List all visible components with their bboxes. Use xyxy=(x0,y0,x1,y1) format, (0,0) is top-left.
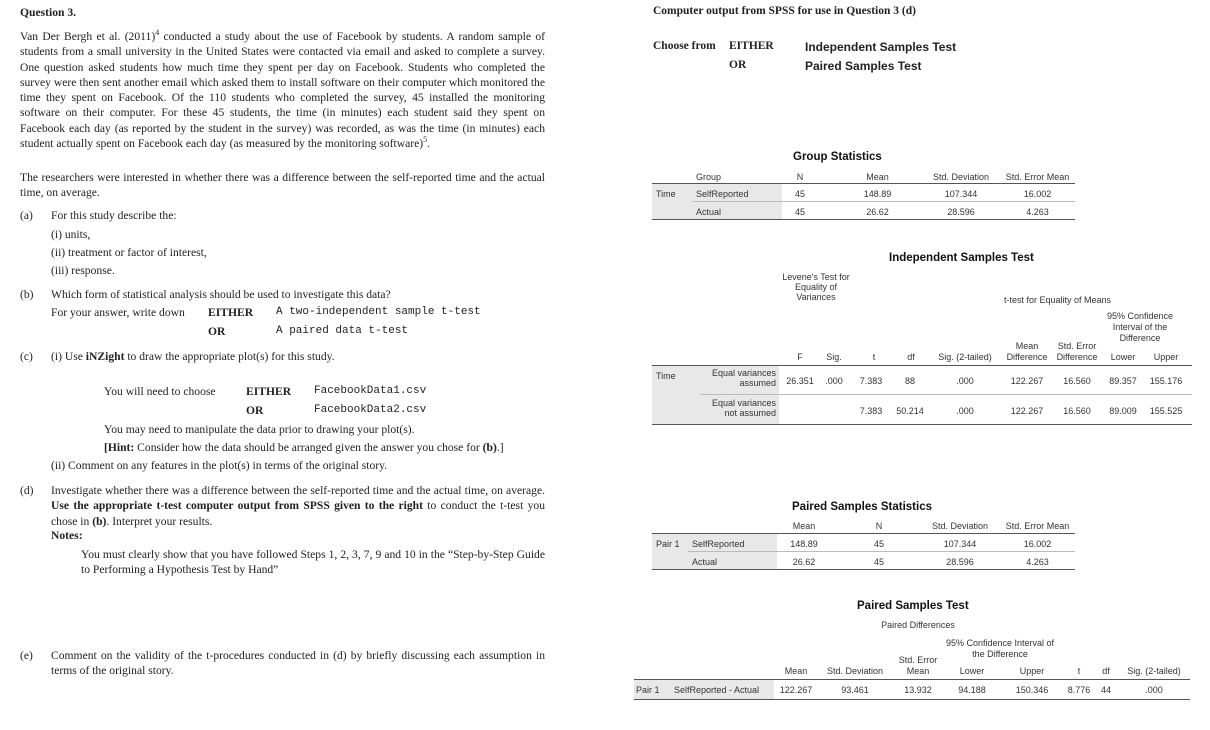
gs-header-mean: Mean xyxy=(866,172,889,182)
ps-r2-label: Actual xyxy=(692,557,718,567)
ps-r1-label: SelfReported xyxy=(692,539,745,549)
ind-row-label: Time xyxy=(656,371,676,381)
intro-text-a: Van Der Bergh et al. (2011) xyxy=(20,30,156,43)
ind-r1-meandiff: 122.267 xyxy=(1010,376,1044,386)
ind-h-df: df xyxy=(907,352,915,362)
pt-r-se: 13.932 xyxy=(904,685,932,695)
ps-h-n: N xyxy=(875,521,883,531)
part-a-iii: (iii) response. xyxy=(51,264,115,277)
part-b-text: Which form of statistical analysis should be used to investigate this data? xyxy=(51,288,391,301)
part-c-hint: [Hint: Consider how the data should be arranged given the answer you chose for (b).] xyxy=(104,441,504,454)
choose-from-label: Choose from xyxy=(653,40,716,52)
part-b-option-1: A two-independent sample t-test xyxy=(276,306,481,318)
gs-row2-n: 45 xyxy=(794,207,805,217)
intro-footnote-ref-2: 5 xyxy=(423,135,428,145)
ps-r2-se: 4.263 xyxy=(1026,557,1049,567)
gs-row1-mean: 148.89 xyxy=(863,189,892,199)
pt-h-df: df xyxy=(1102,666,1110,676)
part-c-ii: (ii) Comment on any features in the plot(s) in terms of the original story. xyxy=(51,459,388,472)
choice-paired: Paired Samples Test xyxy=(805,59,922,73)
part-b-either: EITHER xyxy=(208,306,254,319)
pt-row-label: SelfReported - Actual xyxy=(674,685,760,695)
gs-header-n: N xyxy=(796,172,804,182)
ind-h-t: t xyxy=(872,352,876,362)
pt-h-mean: Mean xyxy=(784,666,808,676)
part-d-notes: Notes: xyxy=(51,529,83,542)
pt-h-sd: Std. Deviation xyxy=(826,666,884,676)
ps-h-sd: Std. Deviation xyxy=(931,521,989,531)
part-d-label: (d) xyxy=(20,484,34,497)
pt-h-lower: Lower xyxy=(959,666,985,676)
part-b-or: OR xyxy=(208,325,226,338)
intro-paragraph xyxy=(20,29,545,151)
gs-row2-sd: 28.596 xyxy=(947,207,975,217)
gs-header-se: Std. Error Mean xyxy=(1005,172,1070,182)
part-c-choose: You will need to choose xyxy=(104,385,216,398)
part-e-text: Comment on the validity of the t-procedures conducted in (d) by briefly discussing each assumption in terms of the original story. xyxy=(51,649,545,678)
part-c-manipulate: You may need to manipulate the data prior to drawing your plot(s). xyxy=(104,423,415,436)
choice-independent: Independent Samples Test xyxy=(805,40,957,54)
ps-r2-n: 45 xyxy=(873,557,884,567)
pt-h-se: Std. Error Mean xyxy=(898,655,938,676)
part-b-option-2: A paired data t-test xyxy=(276,325,409,337)
gs-header-group: Group xyxy=(696,172,722,182)
gs-row-label: Time xyxy=(656,189,676,199)
ps-r1-sd: 107.344 xyxy=(943,539,977,549)
part-a-ii: (ii) treatment or factor of interest, xyxy=(51,246,207,259)
ind-row1-label: Equal variances assumed xyxy=(711,368,776,388)
ind-h-lower: Lower xyxy=(1110,352,1136,362)
ps-r2-sd: 28.596 xyxy=(946,557,974,567)
ind-r1-sig2: .000 xyxy=(956,376,974,386)
part-c-either: EITHER xyxy=(246,385,292,398)
part-c-i: (i) Use iNZight to draw the appropriate plot(s) for this study. xyxy=(51,350,335,363)
intro-footnote-ref: 4 xyxy=(155,28,160,38)
ind-r2-meandiff: 122.267 xyxy=(1010,406,1044,416)
pt-r-sig: .000 xyxy=(1145,685,1163,695)
pt-row-pair: Pair 1 xyxy=(636,685,660,695)
ps-r1-mean: 148.89 xyxy=(790,539,818,549)
part-a-i: (i) units, xyxy=(51,228,91,241)
ind-r1-lower: 89.357 xyxy=(1109,376,1137,386)
inzight-name: iNZight xyxy=(85,350,125,363)
part-e-label: (e) xyxy=(20,649,33,662)
pt-h-upper: Upper xyxy=(1019,666,1045,676)
paired-stats-title: Paired Samples Statistics xyxy=(792,501,932,513)
ind-r1-t: 7.383 xyxy=(859,376,883,386)
file-option-2: FacebookData2.csv xyxy=(314,404,427,416)
part-c-or: OR xyxy=(246,404,264,417)
ind-r1-sediff: 16.560 xyxy=(1063,376,1091,386)
group-stats-title: Group Statistics xyxy=(793,151,882,163)
gs-row1-se: 16.002 xyxy=(1023,189,1052,199)
part-d-note: You must clearly show that you have followed Steps 1, 2, 3, 7, 9 and 10 in the “Step-by-Step Guide to Performing a Hypothesis Test by Hand” xyxy=(81,548,545,577)
gs-row1-n: 45 xyxy=(794,189,805,199)
gs-row2-mean: 26.62 xyxy=(866,207,889,217)
intro-text-b: conducted a study about the use of Facebook by students. A random sample of students from a small university in the United States were contacted via email and asked to complete a survey. One question asked students how much time they spent per day on Facebook. Students who completed the survey were then sent another email which asked them to install software on their computer which monitored the time they spent on Facebook. Of the 110 students who completed the survey, 45 installed the monitoring software on their computer. For these 45 students, the time (in minutes) each student said they spent on Facebook each day (as reported by the student in the survey) was recorded, as was the time (in minutes) each student actually spent on Facebook each day (as measured by the monitoring software) xyxy=(20,30,545,151)
intro-text-end: . xyxy=(427,137,430,151)
ps-r1-se: 16.002 xyxy=(1023,539,1052,549)
ind-r1-f: 26.351 xyxy=(786,376,814,386)
pt-paired-diff-header: Paired Differences xyxy=(881,620,955,630)
part-b-label: (b) xyxy=(20,288,34,301)
part-c-label: (c) xyxy=(20,350,33,363)
ps-h-se: Std. Error Mean xyxy=(1005,521,1070,531)
ind-h-f: F xyxy=(797,352,803,362)
file-option-1: FacebookData1.csv xyxy=(314,385,427,397)
ind-r2-lower: 89.009 xyxy=(1109,406,1137,416)
pt-h-t: t xyxy=(1077,666,1081,676)
ind-r2-sig2: .000 xyxy=(956,406,974,416)
ind-r2-t: 7.383 xyxy=(859,406,883,416)
ind-ttest-header: t-test for Equality of Means xyxy=(1003,295,1112,305)
choose-either: EITHER xyxy=(729,40,774,52)
spss-title: Computer output from SPSS for use in Question 3 (d) xyxy=(653,5,916,17)
pt-r-mean: 122.267 xyxy=(779,685,813,695)
ind-r1-df: 88 xyxy=(904,376,915,386)
part-a-text: For this study describe the: xyxy=(51,209,177,222)
pt-r-sd: 93.461 xyxy=(841,685,869,695)
ind-h-sig2: Sig. (2-tailed) xyxy=(938,352,992,362)
ind-r2-sediff: 16.560 xyxy=(1063,406,1091,416)
ind-ci-header: 95% Confidence Interval of the Difference xyxy=(1106,311,1174,343)
pt-r-df: 44 xyxy=(1100,685,1111,695)
ps-r2-mean: 26.62 xyxy=(792,557,816,567)
question-title: Question 3. xyxy=(20,6,77,19)
gs-header-sd: Std. Deviation xyxy=(932,172,990,182)
ind-r1-upper: 155.176 xyxy=(1149,376,1183,386)
gs-row1-sd: 107.344 xyxy=(944,189,978,199)
part-a-label: (a) xyxy=(20,209,33,222)
ind-row2-label: Equal variances not assumed xyxy=(711,398,776,418)
ind-r2-upper: 155.525 xyxy=(1149,406,1183,416)
ind-r1-sig: .000 xyxy=(825,376,843,386)
pt-r-upper: 150.346 xyxy=(1015,685,1049,695)
interest-paragraph: The researchers were interested in whether there was a difference between the self-reported time and the actual time, on average. xyxy=(20,171,545,200)
part-d-text: Investigate whether there was a difference between the self-reported time and the actual time, on average. Use the appropriate t-test computer output from SPSS given to the right to conduct the t-test you chose in (b). Interpret your results. xyxy=(51,484,545,528)
ind-h-sig: Sig. xyxy=(826,352,842,362)
ind-h-upper: Upper xyxy=(1153,352,1179,362)
pt-r-lower: 94.188 xyxy=(958,685,986,695)
part-b-write: For your answer, write down xyxy=(51,306,185,319)
ind-test-title: Independent Samples Test xyxy=(889,252,1034,264)
ps-row-label: Pair 1 xyxy=(656,539,680,549)
choose-or: OR xyxy=(729,59,747,71)
pt-ci-header: 95% Confidence Interval of the Difference xyxy=(945,638,1055,659)
ps-r1-n: 45 xyxy=(873,539,884,549)
paired-test-title: Paired Samples Test xyxy=(857,600,969,612)
ps-h-mean: Mean xyxy=(792,521,816,531)
gs-row2-se: 4.263 xyxy=(1026,207,1049,217)
ind-levene-header: Levene's Test for Equality of Variances xyxy=(782,272,850,302)
gs-row1-group: SelfReported xyxy=(696,189,749,199)
pt-r-t: 8.776 xyxy=(1067,685,1091,695)
pt-h-sig: Sig. (2-tailed) xyxy=(1127,666,1181,676)
ind-h-meandiff: Mean Difference xyxy=(1006,341,1048,362)
ind-r2-df: 50.214 xyxy=(896,406,924,416)
ind-h-sediff: Std. Error Difference xyxy=(1056,341,1098,362)
gs-row2-group: Actual xyxy=(696,207,722,217)
